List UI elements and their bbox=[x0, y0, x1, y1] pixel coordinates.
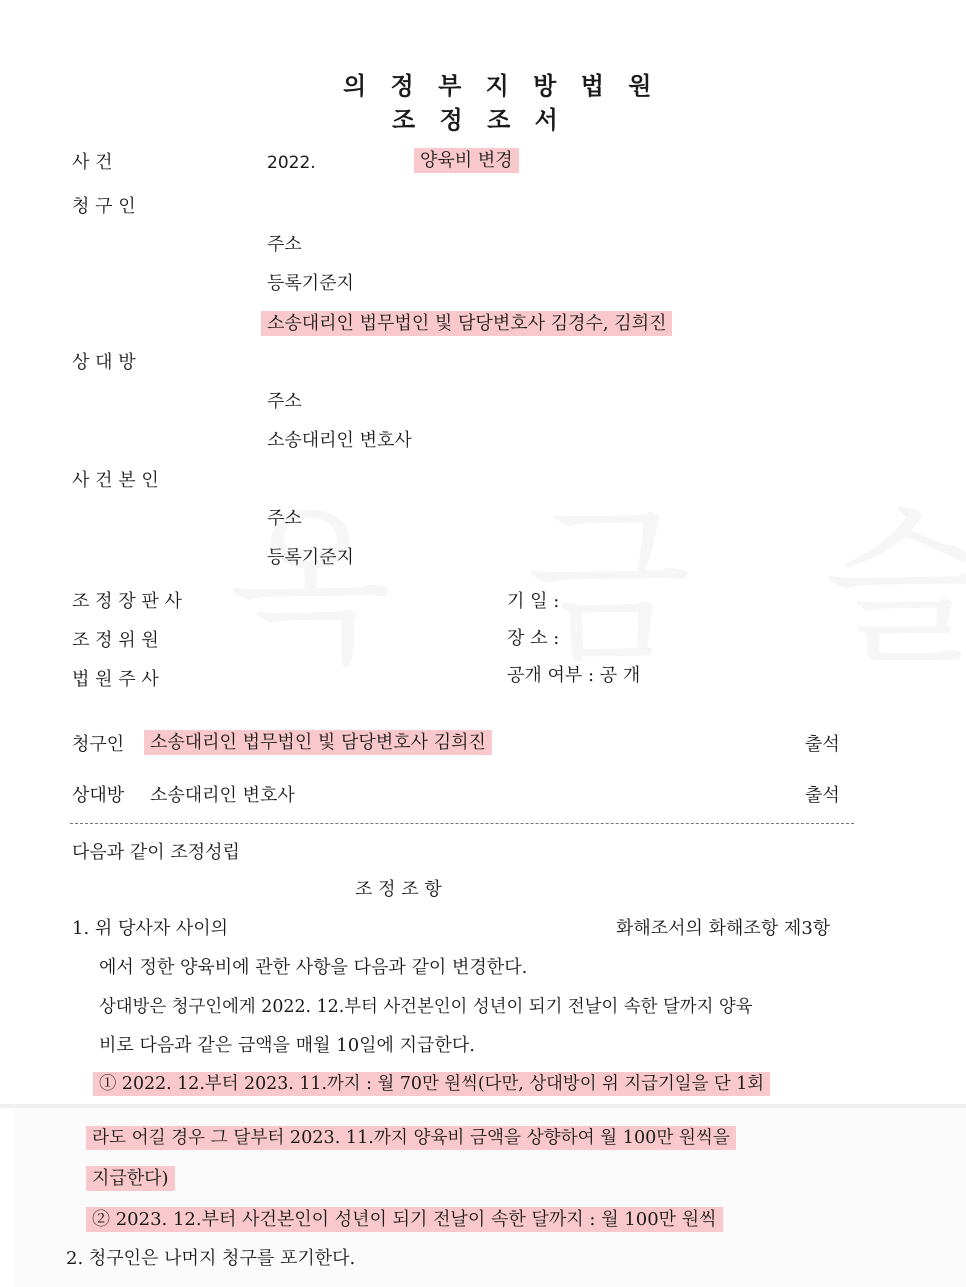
judge-label: 조 정 장 판 사 bbox=[72, 591, 182, 612]
commissioner-label: 조 정 위 원 bbox=[72, 630, 159, 651]
clerk-label: 법 원 주 사 bbox=[72, 669, 159, 690]
attendance-petitioner-label: 청구인 bbox=[72, 734, 125, 755]
attendance-respondent-status: 출석 bbox=[805, 785, 840, 806]
respondent-label: 상 대 방 bbox=[72, 352, 136, 373]
attendance-petitioner-highlight: 소송대리인 법무법인 빛 담당변호사 김희진 bbox=[144, 730, 492, 755]
case-name bbox=[414, 149, 519, 173]
item1-line-c: 에서 정한 양육비에 관한 사항을 다음과 같이 변경한다. bbox=[99, 957, 528, 978]
sub-item1-line-b bbox=[86, 1126, 736, 1150]
sub-item1-line-c-highlight: 지급한다) bbox=[86, 1166, 175, 1191]
date-label: 기 일 : bbox=[507, 591, 560, 612]
item1-line-b: 화해조서의 화해조항 제3항 bbox=[616, 918, 831, 939]
case-label: 사 건 bbox=[72, 152, 113, 173]
petitioner-agent bbox=[261, 312, 672, 336]
case-name-highlight: 양육비 변경 bbox=[414, 148, 519, 173]
dashed-divider bbox=[70, 823, 854, 824]
watermark bbox=[228, 450, 966, 695]
sub-item1-line-c bbox=[86, 1167, 175, 1191]
sub-item2 bbox=[86, 1208, 723, 1232]
petitioner-label: 청 구 인 bbox=[72, 196, 136, 217]
document-title: 조 정 조 서 bbox=[392, 106, 566, 134]
principal-label: 사 건 본 인 bbox=[72, 470, 159, 491]
attendance-respondent-agent: 소송대리인 변호사 bbox=[150, 785, 295, 806]
item1-line-a: 1. 위 당사자 사이의 bbox=[72, 918, 229, 939]
principal-address: 주소 bbox=[267, 508, 302, 529]
respondent-agent: 소송대리인 변호사 bbox=[267, 430, 412, 451]
attendance-respondent-label: 상대방 bbox=[72, 785, 125, 806]
principal-registry: 등록기준지 bbox=[267, 547, 354, 568]
sub-item1-line-b-highlight: 라도 어길 경우 그 달부터 2023. 11.까지 양육비 금액을 상향하여 월 100만 원씩을 bbox=[86, 1126, 736, 1150]
mediation-heading: 조 정 조 항 bbox=[355, 879, 442, 900]
sub-item1-line-a-highlight: ① 2022. 12.부터 2023. 11.까지 : 월 70만 원씩(다만, 상대방이 위 지급기일을 단 1회 bbox=[93, 1072, 770, 1096]
petitioner-agent-highlight: 소송대리인 법무법인 빛 담당변호사 김경수, 김희진 bbox=[261, 311, 672, 336]
attendance-petitioner-status: 출석 bbox=[805, 734, 840, 755]
sub-item2-highlight: ② 2023. 12.부터 사건본인이 성년이 되기 전날이 속한 달까지 : 월 100만 원씩 bbox=[86, 1207, 723, 1232]
mediation-intro: 다음과 같이 조정성립 bbox=[72, 842, 240, 863]
public-label: 공개 여부 : 공 개 bbox=[507, 665, 641, 686]
item1-line-e: 비로 다음과 같은 금액을 매월 10일에 지급한다. bbox=[99, 1035, 475, 1056]
petitioner-registry: 등록기준지 bbox=[267, 273, 354, 294]
court-name: 의 정 부 지 방 법 원 bbox=[343, 72, 660, 100]
petitioner-address: 주소 bbox=[267, 234, 302, 255]
sub-item1-line-a bbox=[93, 1072, 770, 1096]
place-label: 장 소 : bbox=[507, 628, 560, 649]
item1-line-d: 상대방은 청구인에게 2022. 12.부터 사건본인이 성년이 되기 전날이 속한 달까지 양육 bbox=[99, 997, 753, 1017]
respondent-address: 주소 bbox=[267, 391, 302, 412]
case-year: 2022. bbox=[267, 153, 316, 173]
attendance-petitioner-agent bbox=[144, 731, 492, 755]
item2: 2. 청구인은 나머지 청구를 포기한다. bbox=[66, 1248, 356, 1269]
